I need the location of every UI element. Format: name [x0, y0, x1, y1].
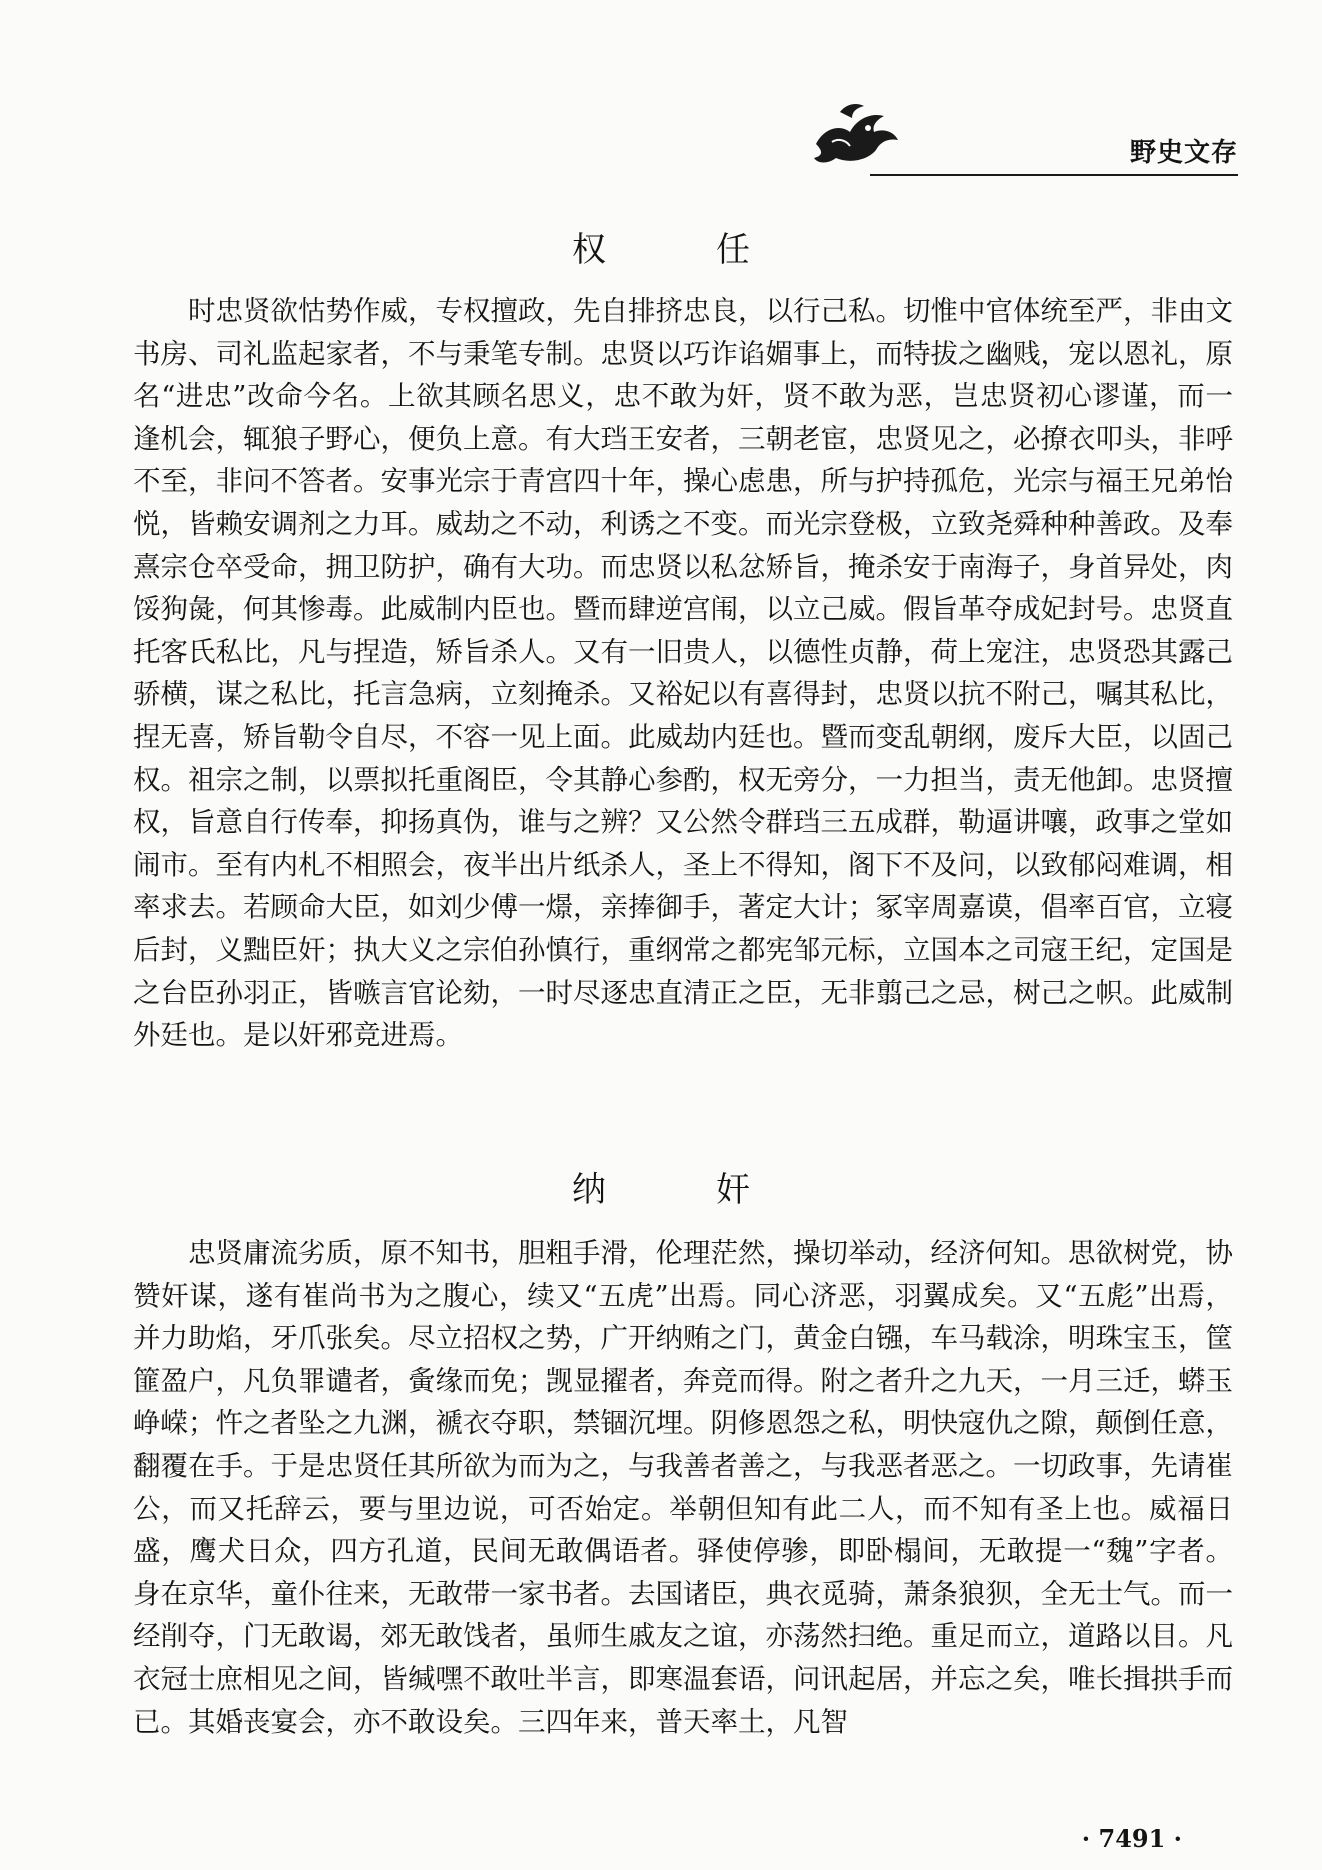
dragon-emblem-icon: [810, 98, 902, 170]
section-title-najian: 纳 奸: [572, 1170, 788, 1210]
page-number: · 7491 ·: [1081, 1824, 1182, 1853]
running-header: [810, 98, 1238, 180]
section-paragraph-najian: 忠贤庸流劣质，原不知书，胆粗手滑，伦理茫然，操切举动，经济何知。思欲树党，协赞奸谋，遂有崔尚书为之腹心，续又“五虎”出焉。同心济恶，羽翼成矣。又“五彪”出焉，并力助焰，牙爪张矣。尽立招权之势，广开纳贿之门，黄金白镪，车马载涂，明珠宝玉，筐篚盈户，凡负罪谴者，夤缘而免；觊显擢者，奔竞而得。附之者升之九天，一月三迁，蟒玉峥嵘；忤之者坠之九渊，褫衣夺职，禁锢沉埋。阴修恩怨之私，明快寇仇之隙，颠倒任意，翻覆在手。于是忠贤任其所欲为而为之，与我善者善之，与我恶者恶之。一切政事，先请崔公，而又托辞云，要与里边说，可否始定。举朝但知有此二人，而不知有圣上也。威福日盛，鹰犬日众，四方孔道，民间无敢偶语者。驿使停骖，即卧榻间，无敢提一“魏”字者。身在京华，童仆往来，无敢带一家书者。去国诸臣，典衣觅骑，萧条狼狈，全无士气。而一经削夺，门无敢谒，郊无敢饯者，虽师生戚友之谊，亦荡然扫绝。重足而立，道路以目。凡衣冠士庶相见之间，皆缄嘿不敢吐半言，即寒温套语，问讯起居，并忘之矣，唯长揖拱手而已。其婚丧宴会，亦不敢设矣。三四年来，普天率土，凡智: [133, 1237, 1233, 1738]
section-paragraph-quanren: 时忠贤欲怙势作威，专权擅政，先自排挤忠良，以行己私。切惟中官体统至严，非由文书房、司礼监起家者，不与秉笔专制。忠贤以巧诈谄媚事上，而特拔之幽贱，宠以恩礼，原名“进忠”改命今名。上欲其顾名思义，忠不敢为奸，贤不敢为恶，岂忠贤初心谬谨，而一逢机会，辄狼子野心，便负上意。有大珰王安者，三朝老宦，忠贤见之，必撩衣叩头，非呼不至，非问不答者。安事光宗于青宫四十年，操心虑患，所与护持孤危，光宗与福王兄弟怡悦，皆赖安调剂之力耳。威劫之不动，利诱之不变。而光宗登极，立致尧舜种种善政。及奉熹宗仓卒受命，拥卫防护，确有大功。而忠贤以私忿矫旨，掩杀安于南海子，身首异处，肉馁狗彘，何其惨毒。此威制内臣也。暨而肆逆宫闱，以立己威。假旨革夺成妃封号。忠贤直托客氏私比，凡与捏造，矫旨杀人。又有一旧贵人，以德性贞静，荷上宠注，忠贤恐其露己骄横，谋之私比，托言急病，立刻掩杀。又裕妃以有喜得封，忠贤以抗不附己，嘱其私比，捏无喜，矫旨勒令自尽，不容一见上面。此威劫内廷也。暨而变乱朝纲，废斥大臣，以固己权。祖宗之制，以票拟托重阁臣，令其静心参酌，权无旁分，一力担当，责无他卸。忠贤擅权，旨意自行传奉，抑扬真伪，谁与之辨？又公然令群珰三五成群，勒逼讲嚷，政事之堂如闹市。至有内札不相照会，夜半出片纸杀人，圣上不得知，阁下不及问，以致郁闷难调，相率求去。若顾命大臣，如刘少傅一燝，亲捧御手，著定大计；冢宰周嘉谟，倡率百官，立寝后封，义黜臣奸；执大义之宗伯孙慎行，重纲常之都宪邹元标，立国本之司寇王纪，定国是之台臣孙羽正，皆嗾言官论劾，一时尽逐忠直清正之臣，无非翦己之忌，树己之帜。此威制外廷也。是以奸邪竞进焉。: [133, 295, 1233, 1052]
series-title: 野史文存: [1129, 138, 1238, 168]
header-rule: [870, 174, 1238, 176]
section-title-quanren: 权 任: [572, 230, 788, 270]
